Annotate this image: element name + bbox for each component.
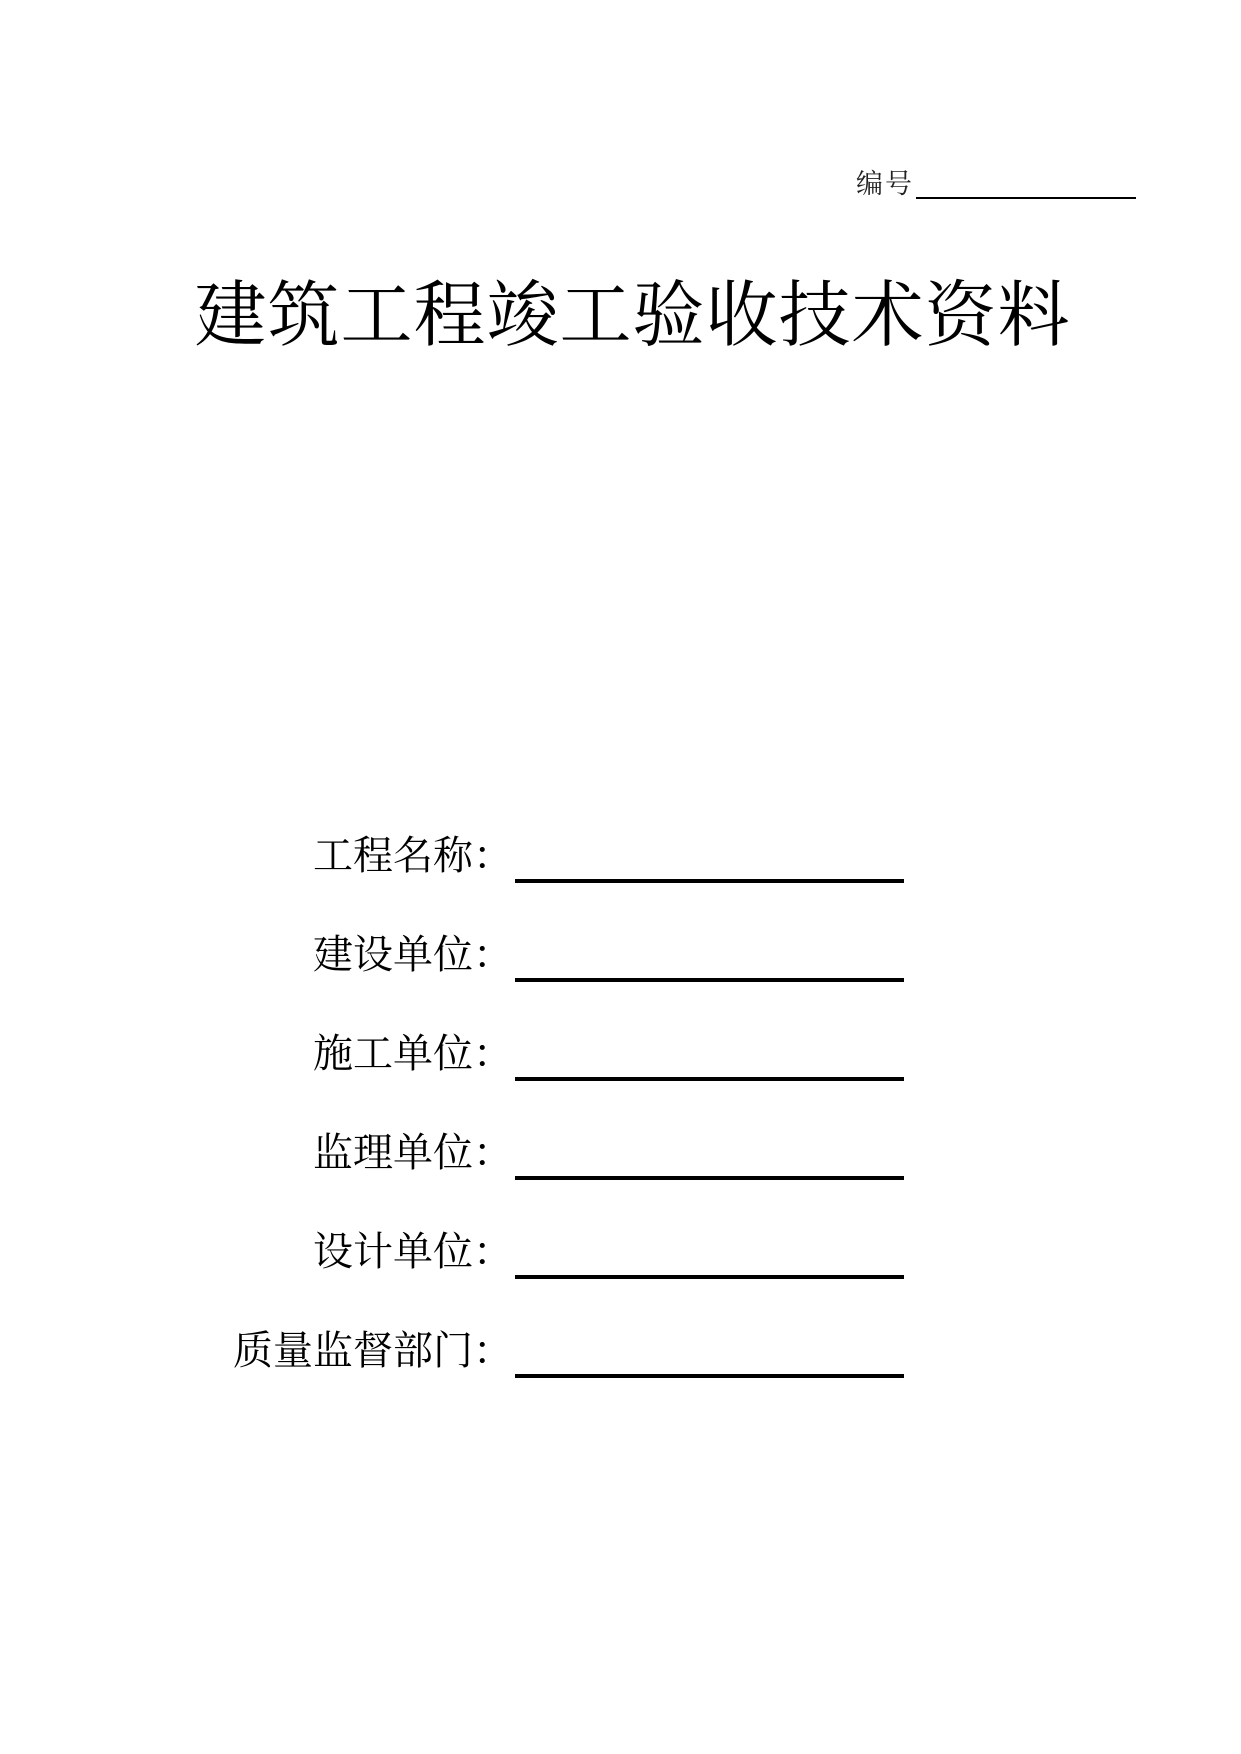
field-supervisor — [0, 1125, 1241, 1224]
document-number-label: 编号 — [856, 169, 914, 200]
field-line-quality-supervision[interactable] — [515, 1374, 904, 1378]
document-number-input-line[interactable] — [916, 197, 1136, 199]
field-line-designer[interactable] — [515, 1275, 904, 1279]
field-label-construction-owner: 建设单位： — [313, 932, 513, 978]
field-label-quality-supervision: 质量监督部门： — [233, 1328, 513, 1374]
field-quality-supervision — [0, 1323, 1241, 1422]
field-line-supervisor[interactable] — [515, 1176, 904, 1180]
field-label-project-name: 工程名称： — [313, 833, 513, 879]
field-line-construction-owner[interactable] — [515, 978, 904, 982]
field-designer — [0, 1224, 1241, 1323]
field-contractor — [0, 1026, 1241, 1125]
field-label-supervisor: 监理单位： — [313, 1130, 513, 1176]
document-number — [856, 168, 1136, 202]
field-construction-owner — [0, 927, 1241, 1026]
form-field-list — [0, 828, 1241, 1422]
field-project-name — [0, 828, 1241, 927]
field-label-contractor: 施工单位： — [313, 1031, 513, 1077]
page-title: 建筑工程竣工验收技术资料 — [194, 273, 1071, 357]
field-line-project-name[interactable] — [515, 879, 904, 883]
field-label-designer: 设计单位： — [313, 1229, 513, 1275]
field-line-contractor[interactable] — [515, 1077, 904, 1081]
